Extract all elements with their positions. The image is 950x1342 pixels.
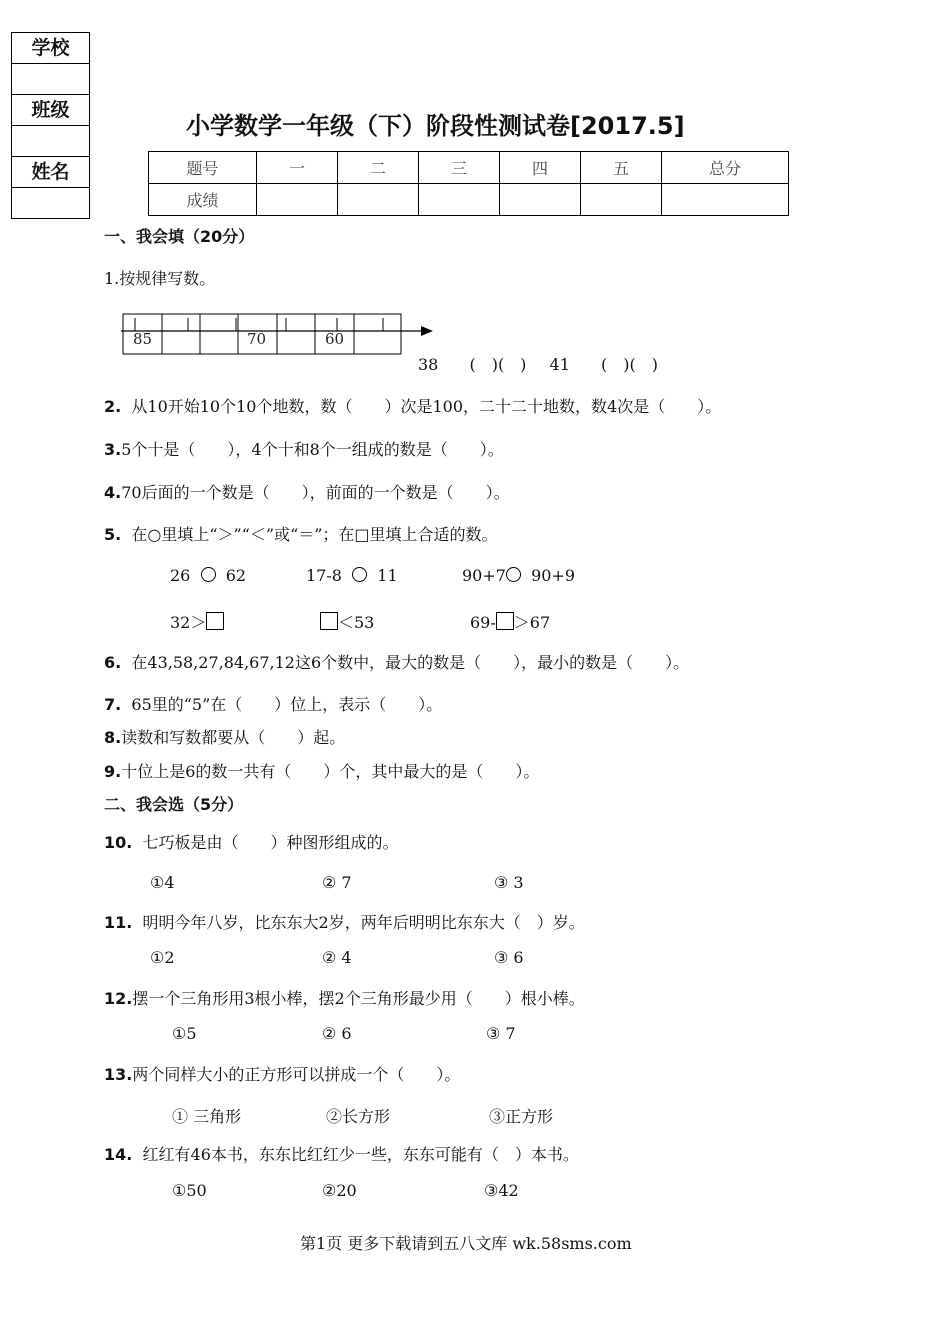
compare-right: 90+9	[531, 566, 576, 585]
section-1-heading: 一、我会填（20分）	[104, 227, 255, 246]
compare-circle[interactable]	[506, 567, 521, 582]
seq-number: 38	[418, 355, 439, 374]
school-label: 学校	[12, 33, 89, 64]
option[interactable]: ①4	[150, 873, 175, 892]
student-info-box	[11, 32, 90, 219]
fill-square[interactable]	[320, 612, 338, 630]
question-number: 10.	[104, 833, 133, 852]
score-cell[interactable]	[581, 184, 662, 216]
number-line-label: 85	[133, 330, 153, 348]
question-5	[104, 522, 498, 545]
question-14	[104, 1142, 579, 1165]
number-line-arrow	[421, 326, 433, 336]
option[interactable]: ①5	[172, 1024, 197, 1043]
option[interactable]: ① 三角形	[172, 1107, 242, 1126]
question-9	[104, 759, 539, 782]
question-10	[104, 830, 399, 853]
fill-square[interactable]	[496, 612, 514, 630]
header-cell: 一	[257, 152, 338, 184]
header-cell: 三	[419, 152, 500, 184]
question-text: 5个十是（ ），4个十和8个一组成的数是（ ）。	[121, 440, 504, 459]
option[interactable]: ③ 3	[494, 873, 524, 892]
option[interactable]: ①50	[172, 1181, 207, 1200]
compare-left: 17-8	[306, 566, 342, 585]
class-label: 班级	[12, 95, 89, 126]
page-footer: 第1页 更多下载请到五八文库 wk.58sms.com	[300, 1234, 632, 1253]
question-text: 70后面的一个数是（ ），前面的一个数是（ ）。	[121, 483, 510, 502]
school-field[interactable]	[12, 64, 89, 95]
question-number: 8.	[104, 728, 122, 747]
question-text: 摆一个三角形用3根小棒，摆2个三角形最少用（ ）根小棒。	[132, 989, 585, 1008]
question-number: 9.	[104, 762, 122, 781]
fill-before: 32＞	[170, 613, 207, 632]
header-cell: 四	[500, 152, 581, 184]
page-title: 小学数学一年级（下）阶段性测试卷[2017.5]	[186, 112, 685, 140]
number-line-label: 70	[247, 330, 267, 348]
question-text: 按规律写数。	[119, 269, 216, 288]
question-text: 65里的“5”在（ ）位上，表示（ ）。	[131, 695, 443, 714]
number-line	[115, 310, 440, 360]
header-cell: 五	[581, 152, 662, 184]
compare-item	[462, 566, 575, 585]
compare-item	[306, 566, 398, 585]
score-table-header-row	[149, 152, 789, 184]
question-text: 从10开始10个10个地数，数（ ）次是100，二十二十地数，数4次是（ ）。	[131, 397, 722, 416]
option[interactable]: ②20	[322, 1181, 357, 1200]
option[interactable]: ③正方形	[489, 1107, 554, 1126]
question-number: 5.	[104, 525, 122, 544]
seq-number: 41	[549, 355, 570, 374]
option[interactable]: ①2	[150, 948, 175, 967]
question-number: 3.	[104, 440, 122, 459]
question-text: 红红有46本书，东东比红红少一些，东东可能有（ ）本书。	[142, 1145, 579, 1164]
header-cell: 题号	[149, 152, 257, 184]
question-number: 13.	[104, 1065, 133, 1084]
fill-item	[470, 610, 550, 633]
question-number: 4.	[104, 483, 122, 502]
question-number: 2.	[104, 397, 122, 416]
score-cell[interactable]	[338, 184, 419, 216]
score-cell[interactable]	[419, 184, 500, 216]
compare-item	[170, 566, 246, 585]
question-7	[104, 692, 442, 715]
option[interactable]: ③ 7	[486, 1024, 516, 1043]
fill-after: ＞67	[513, 613, 551, 632]
question-6	[104, 650, 689, 673]
fill-after: ＜53	[338, 613, 375, 632]
question-13	[104, 1062, 460, 1085]
question-text: 在○里填上“＞”“＜”或“＝”；在□里填上合适的数。	[131, 525, 498, 544]
seq-blanks[interactable]: ( )( )	[600, 355, 658, 374]
question-text: 两个同样大小的正方形可以拼成一个（ ）。	[132, 1065, 461, 1084]
score-cell[interactable]	[257, 184, 338, 216]
question-12	[104, 986, 585, 1009]
compare-right: 62	[225, 566, 247, 585]
option[interactable]: ③42	[484, 1181, 519, 1200]
question-text: 十位上是6的数一共有（ ）个，其中最大的是（ ）。	[121, 762, 540, 781]
question-text: 明明今年八岁，比东东大2岁，两年后明明比东东大（ ）岁。	[142, 913, 585, 932]
option[interactable]: ② 4	[322, 948, 352, 967]
question-11	[104, 910, 585, 933]
fill-item	[320, 610, 374, 633]
header-cell: 总分	[662, 152, 789, 184]
compare-circle[interactable]	[201, 567, 216, 582]
compare-left: 26	[170, 566, 191, 585]
section-2-heading: 二、我会选（5分）	[104, 795, 244, 814]
question-1	[104, 266, 215, 289]
option[interactable]: ③ 6	[494, 948, 524, 967]
sequence-row	[418, 352, 658, 375]
row-label: 成绩	[149, 184, 257, 216]
question-text: 读数和写数都要从（ ）起。	[121, 728, 346, 747]
name-field[interactable]	[12, 188, 89, 218]
name-label: 姓名	[12, 157, 89, 188]
question-8	[104, 725, 345, 748]
question-number: 14.	[104, 1145, 133, 1164]
question-number: 6.	[104, 653, 122, 672]
fill-item	[170, 610, 224, 633]
option[interactable]: ②长方形	[326, 1107, 391, 1126]
question-number: 11.	[104, 913, 133, 932]
question-4	[104, 480, 510, 503]
compare-circle[interactable]	[352, 567, 367, 582]
question-number: 1.	[104, 269, 120, 288]
number-line-label: 60	[325, 330, 345, 348]
score-cell[interactable]	[662, 184, 789, 216]
option[interactable]: ② 6	[322, 1024, 352, 1043]
header-cell: 二	[338, 152, 419, 184]
compare-right: 11	[377, 566, 398, 585]
question-text: 七巧板是由（ ）种图形组成的。	[142, 833, 399, 852]
score-table-score-row	[149, 184, 789, 216]
question-text: 在43,58,27,84,67,12这6个数中，最大的数是（ ），最小的数是（ ）。	[131, 653, 690, 672]
score-cell[interactable]	[500, 184, 581, 216]
question-3	[104, 437, 504, 460]
question-number: 12.	[104, 989, 133, 1008]
fill-square[interactable]	[206, 612, 224, 630]
compare-left: 90+7	[462, 566, 506, 585]
score-table	[148, 151, 789, 216]
fill-before: 69-	[470, 613, 496, 632]
seq-blanks[interactable]: ( )( )	[469, 355, 527, 374]
question-2	[104, 394, 721, 417]
option[interactable]: ② 7	[322, 873, 352, 892]
question-number: 7.	[104, 695, 122, 714]
class-field[interactable]	[12, 126, 89, 157]
